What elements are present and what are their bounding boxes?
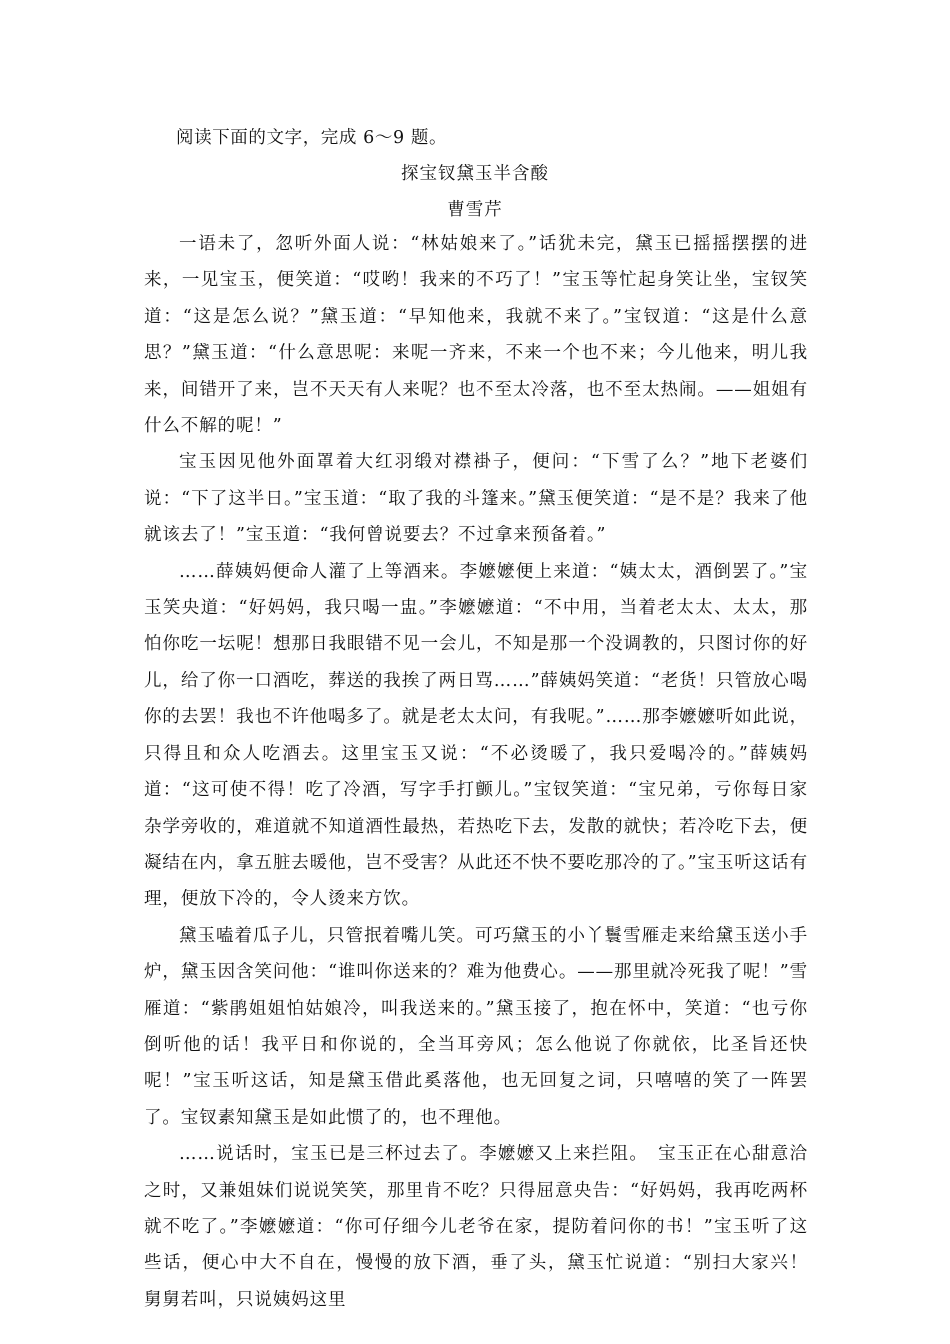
- paragraph: ……说话时，宝玉已是三杯过去了。李嬷嬷又上来拦阻。 宝玉正在心甜意洽之时，又兼姐妹们说说笑笑，那里肯不吃？只得屈意央告：“好妈妈，我再吃两杯就不吃了。”李嬷嬷道：“你可仔细今儿老爷在家，提防着问你的书！”宝玉听了这些话，便心中大不自在，慢慢的放下酒，垂了头，黛玉忙说道：“别扫大家兴！ 舅舅若叫，只说姨妈这里: [144, 1144, 827, 1310]
- paragraph: 黛玉嗑着瓜子儿，只管抿着嘴儿笑。可巧黛玉的小丫鬟雪雁走来给黛玉送小手炉，黛玉因含笑问他：“谁叫你送来的？难为他费心。——那里就冷死我了呢！”雪雁道：“紫鹃姐姐怕姑娘冷，叫我送来的。”黛玉接了，抱在怀中，笑道：“也亏你倒听他的话！我平日和你说的，全当耳旁风；怎么他说了你就依，比圣旨还快呢！”宝玉听这话，知是黛玉借此奚落他，也无回复之词，只嘻嘻的笑了一阵罢了。宝钗素知黛玉是如此惯了的，也不理他。: [144, 925, 808, 1128]
- passage-body: [144, 226, 827, 1318]
- paragraph: 一语未了，忽听外面人说：“林姑娘来了。”话犹未完，黛玉已摇摇摆摆的进来，一见宝玉，便笑道：“哎哟！我来的不巧了！”宝玉等忙起身笑让坐，宝钗笑道：“这是怎么说？”黛玉道：“早知他来，我就不来了。”宝钗道：“这是什么意思？”黛玉道：“什么意思呢：来呢一齐来，不来一个也不来；今儿他来，明儿我来，间错开了来，岂不天天有人来呢？也不至太冷落，也不至太热闹。——姐姐有什么不解的呢！”: [144, 234, 808, 437]
- passage-title: 探宝钗黛玉半含酸: [401, 164, 549, 184]
- paragraph: 宝玉因见他外面罩着大红羽缎对襟褂子，便问：“下雪了么？”地下老婆们说：“下了这半日。”宝玉道：“取了我的斗篷来。”黛玉便笑道：“是不是？我来了他就该去了！”宝玉道：“我何曾说要去？不过拿来预备着。”: [144, 452, 808, 546]
- passage-author: 曹雪芹: [447, 200, 503, 220]
- reading-instruction: 阅读下面的文字，完成 6～9 题。: [176, 128, 448, 148]
- paragraph: ……薛姨妈便命人灌了上等酒来。李嬷嬷便上来道：“姨太太，酒倒罢了。”宝玉笑央道：“好妈妈，我只喝一盅。”李嬷嬷道：“不中用，当着老太太、太太，那怕你吃一坛呢！想那日我眼错不见一会儿，不知是那一个没调教的，只图讨你的好儿，给了你一口酒吃，葬送的我挨了两日骂……”薛姨妈笑道：“老货！只管放心喝你的去罢！我也不许他喝多了。就是老太太问，有我呢。”……那李嬷嬷听如此说，只得且和众人吃酒去。这里宝玉又说：“不必烫暖了，我只爱喝冷的。”薛姨妈道：“这可使不得！吃了冷酒，写字手打颤儿。”宝钗笑道：“宝兄弟，亏你每日家杂学旁收的，难道就不知道酒性最热，若热吃下去，发散的就快；若冷吃下去，便凝结在内，拿五脏去暖他，岂不受害？从此还不快不要吃那冷的了。”宝玉听这话有理，便放下冷的，令人烫来方饮。: [144, 561, 808, 910]
